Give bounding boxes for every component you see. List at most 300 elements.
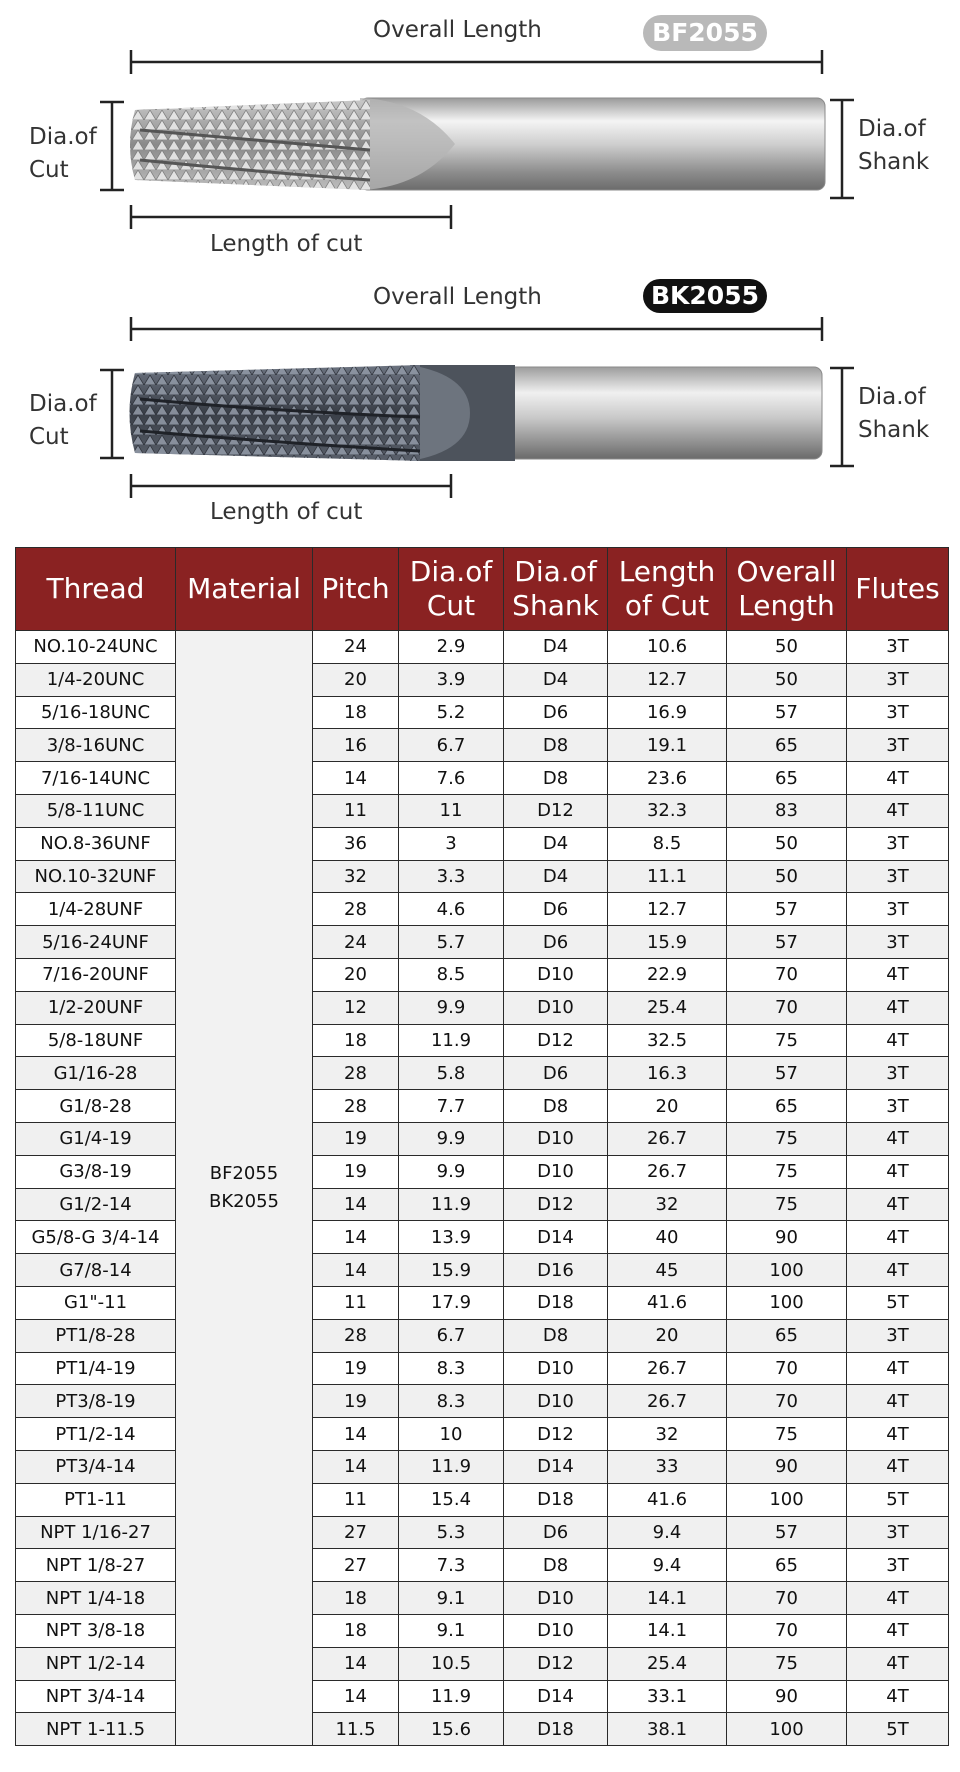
- cell-thread: NPT 1-11.5: [16, 1713, 176, 1746]
- cell-thread: NO.10-32UNF: [16, 860, 176, 893]
- cell-dia-of-shank: D4: [504, 860, 608, 893]
- cell-overall-length: 70: [727, 958, 847, 991]
- cell-flutes: 5T: [847, 1286, 949, 1319]
- cell-length-of-cut: 33: [608, 1450, 727, 1483]
- cell-length-of-cut: 20: [608, 1090, 727, 1123]
- cell-dia-of-shank: D14: [504, 1450, 608, 1483]
- cell-pitch: 27: [313, 1516, 399, 1549]
- dia-of-shank-label-line2: Shank: [858, 417, 930, 443]
- cell-thread: PT1/8-28: [16, 1319, 176, 1352]
- table-row: [16, 1188, 949, 1221]
- cell-dia-of-cut: 9.1: [399, 1582, 504, 1615]
- cell-dia-of-cut: 6.7: [399, 729, 504, 762]
- table-row: [16, 1614, 949, 1647]
- cell-pitch: 14: [313, 1254, 399, 1287]
- cell-dia-of-cut: 6.7: [399, 1319, 504, 1352]
- cell-length-of-cut: 11.1: [608, 860, 727, 893]
- cell-dia-of-cut: 8.3: [399, 1352, 504, 1385]
- cell-dia-of-cut: 17.9: [399, 1286, 504, 1319]
- diagram-bf2055: [0, 0, 960, 260]
- cell-overall-length: 75: [727, 1024, 847, 1057]
- cell-length-of-cut: 26.7: [608, 1122, 727, 1155]
- cell-dia-of-cut: 15.9: [399, 1254, 504, 1287]
- cell-pitch: 11: [313, 794, 399, 827]
- cell-length-of-cut: 22.9: [608, 958, 727, 991]
- cell-flutes: 3T: [847, 663, 949, 696]
- cell-overall-length: 90: [727, 1680, 847, 1713]
- cell-thread: G1/2-14: [16, 1188, 176, 1221]
- cell-dia-of-shank: D12: [504, 1188, 608, 1221]
- cell-overall-length: 57: [727, 893, 847, 926]
- cell-dia-of-shank: D6: [504, 1057, 608, 1090]
- cell-overall-length: 57: [727, 696, 847, 729]
- cell-thread: G1/4-19: [16, 1122, 176, 1155]
- cell-thread: G1"-11: [16, 1286, 176, 1319]
- cell-flutes: 3T: [847, 1516, 949, 1549]
- cell-thread: NPT 3/4-14: [16, 1680, 176, 1713]
- overall-length-label: Overall Length: [373, 284, 542, 310]
- table-row: [16, 794, 949, 827]
- cell-dia-of-shank: D6: [504, 1516, 608, 1549]
- cell-dia-of-shank: D14: [504, 1221, 608, 1254]
- table-row: [16, 1680, 949, 1713]
- cell-overall-length: 90: [727, 1450, 847, 1483]
- cell-dia-of-cut: 3: [399, 827, 504, 860]
- cell-flutes: 4T: [847, 1450, 949, 1483]
- cell-dia-of-shank: D14: [504, 1680, 608, 1713]
- cell-length-of-cut: 26.7: [608, 1155, 727, 1188]
- cell-dia-of-cut: 5.2: [399, 696, 504, 729]
- cell-pitch: 19: [313, 1155, 399, 1188]
- cell-dia-of-cut: 3.9: [399, 663, 504, 696]
- cell-dia-of-cut: 10.5: [399, 1647, 504, 1680]
- table-row: [16, 1286, 949, 1319]
- dia-of-shank-label-line2: Shank: [858, 149, 930, 175]
- table-row: [16, 893, 949, 926]
- cell-length-of-cut: 9.4: [608, 1549, 727, 1582]
- length-of-cut-label: Length of cut: [210, 231, 363, 257]
- cell-flutes: 4T: [847, 1155, 949, 1188]
- cell-pitch: 14: [313, 1188, 399, 1221]
- cell-flutes: 3T: [847, 1090, 949, 1123]
- cell-dia-of-shank: D6: [504, 893, 608, 926]
- cell-dia-of-cut: 4.6: [399, 893, 504, 926]
- table-row: [16, 1549, 949, 1582]
- cell-overall-length: 83: [727, 794, 847, 827]
- cell-dia-of-shank: D12: [504, 1024, 608, 1057]
- cell-length-of-cut: 16.3: [608, 1057, 727, 1090]
- cell-overall-length: 100: [727, 1483, 847, 1516]
- cell-pitch: 14: [313, 1221, 399, 1254]
- cell-dia-of-shank: D18: [504, 1286, 608, 1319]
- cell-length-of-cut: 32.5: [608, 1024, 727, 1057]
- cell-thread: NO.8-36UNF: [16, 827, 176, 860]
- table-row: [16, 1122, 949, 1155]
- cell-overall-length: 65: [727, 1090, 847, 1123]
- cell-flutes: 3T: [847, 631, 949, 664]
- cell-flutes: 4T: [847, 1680, 949, 1713]
- cell-overall-length: 70: [727, 1385, 847, 1418]
- material-bf2055: BF2055: [209, 1163, 279, 1185]
- cell-pitch: 14: [313, 1680, 399, 1713]
- table-row: [16, 1450, 949, 1483]
- material-bk2055: BK2055: [209, 1191, 279, 1213]
- table-header: [16, 548, 949, 631]
- cell-overall-length: 70: [727, 1614, 847, 1647]
- cell-flutes: 4T: [847, 1352, 949, 1385]
- model-badge-bf2055: BF2055: [643, 15, 767, 51]
- cell-dia-of-shank: D4: [504, 663, 608, 696]
- cell-flutes: 3T: [847, 729, 949, 762]
- cell-length-of-cut: 9.4: [608, 1516, 727, 1549]
- cell-pitch: 36: [313, 827, 399, 860]
- cell-overall-length: 90: [727, 1221, 847, 1254]
- cell-thread: PT1-11: [16, 1483, 176, 1516]
- cell-flutes: 4T: [847, 1188, 949, 1221]
- cell-thread: 5/16-18UNC: [16, 696, 176, 729]
- cell-flutes: 3T: [847, 926, 949, 959]
- cell-dia-of-shank: D10: [504, 991, 608, 1024]
- table-row: [16, 926, 949, 959]
- cell-thread: 5/8-11UNC: [16, 794, 176, 827]
- cell-pitch: 20: [313, 958, 399, 991]
- cell-pitch: 20: [313, 663, 399, 696]
- dia-of-cut-label-line2: Cut: [29, 157, 69, 183]
- cell-length-of-cut: 19.1: [608, 729, 727, 762]
- cell-length-of-cut: 32: [608, 1188, 727, 1221]
- cell-dia-of-shank: D8: [504, 1319, 608, 1352]
- cell-length-of-cut: 12.7: [608, 893, 727, 926]
- table-row: [16, 1352, 949, 1385]
- cell-flutes: 5T: [847, 1713, 949, 1746]
- cell-length-of-cut: 15.9: [608, 926, 727, 959]
- cell-dia-of-shank: D8: [504, 1090, 608, 1123]
- cell-dia-of-cut: 15.4: [399, 1483, 504, 1516]
- cell-length-of-cut: 16.9: [608, 696, 727, 729]
- cell-dia-of-shank: D18: [504, 1483, 608, 1516]
- cell-dia-of-cut: 11.9: [399, 1680, 504, 1713]
- cell-overall-length: 50: [727, 663, 847, 696]
- model-badge-bk2055: BK2055: [643, 279, 767, 313]
- table-row: [16, 631, 949, 664]
- cell-pitch: 27: [313, 1549, 399, 1582]
- cell-pitch: 11: [313, 1483, 399, 1516]
- cell-flutes: 4T: [847, 794, 949, 827]
- cell-overall-length: 75: [727, 1647, 847, 1680]
- cell-dia-of-cut: 13.9: [399, 1221, 504, 1254]
- header-length-of-cut: Length of Cut: [608, 548, 727, 631]
- cell-length-of-cut: 41.6: [608, 1286, 727, 1319]
- table-row: [16, 991, 949, 1024]
- cell-dia-of-cut: 11.9: [399, 1188, 504, 1221]
- cell-dia-of-shank: D4: [504, 631, 608, 664]
- cell-dia-of-cut: 11.9: [399, 1450, 504, 1483]
- cell-flutes: 4T: [847, 1024, 949, 1057]
- cell-thread: 5/8-18UNF: [16, 1024, 176, 1057]
- cell-dia-of-cut: 10: [399, 1418, 504, 1451]
- table-row: [16, 1155, 949, 1188]
- cell-length-of-cut: 23.6: [608, 762, 727, 795]
- cell-dia-of-cut: 7.7: [399, 1090, 504, 1123]
- cell-overall-length: 100: [727, 1713, 847, 1746]
- table-row: [16, 762, 949, 795]
- cell-flutes: 4T: [847, 958, 949, 991]
- cell-pitch: 19: [313, 1122, 399, 1155]
- cell-overall-length: 65: [727, 1549, 847, 1582]
- cell-dia-of-cut: 9.1: [399, 1614, 504, 1647]
- header-pitch: Pitch: [313, 548, 399, 631]
- header-thread: Thread: [16, 548, 176, 631]
- cell-thread: NPT 1/4-18: [16, 1582, 176, 1615]
- cell-thread: NPT 1/2-14: [16, 1647, 176, 1680]
- material-cell: [176, 631, 313, 1746]
- cell-overall-length: 65: [727, 1319, 847, 1352]
- table-row: [16, 663, 949, 696]
- cell-flutes: 4T: [847, 991, 949, 1024]
- cell-overall-length: 70: [727, 1582, 847, 1615]
- dia-of-cut-label-line1: Dia.of: [29, 391, 97, 417]
- cell-thread: 7/16-14UNC: [16, 762, 176, 795]
- cell-dia-of-shank: D10: [504, 1614, 608, 1647]
- cell-pitch: 18: [313, 696, 399, 729]
- cell-flutes: 4T: [847, 1614, 949, 1647]
- cell-thread: G5/8-G 3/4-14: [16, 1221, 176, 1254]
- cell-dia-of-cut: 7.6: [399, 762, 504, 795]
- table-row: [16, 1221, 949, 1254]
- cell-flutes: 4T: [847, 1221, 949, 1254]
- cell-overall-length: 70: [727, 991, 847, 1024]
- cell-dia-of-cut: 3.3: [399, 860, 504, 893]
- table-row: [16, 729, 949, 762]
- cell-flutes: 4T: [847, 762, 949, 795]
- table-row: [16, 1647, 949, 1680]
- cell-dia-of-shank: D4: [504, 827, 608, 860]
- table-row: [16, 1516, 949, 1549]
- cell-dia-of-cut: 8.5: [399, 958, 504, 991]
- cell-dia-of-shank: D8: [504, 762, 608, 795]
- header-flutes: Flutes: [847, 548, 949, 631]
- cell-flutes: 3T: [847, 1057, 949, 1090]
- cell-pitch: 18: [313, 1582, 399, 1615]
- dia-of-cut-label-line2: Cut: [29, 424, 69, 450]
- cell-flutes: 3T: [847, 696, 949, 729]
- cell-thread: 3/8-16UNC: [16, 729, 176, 762]
- cell-overall-length: 50: [727, 631, 847, 664]
- cell-length-of-cut: 26.7: [608, 1385, 727, 1418]
- cell-thread: 1/2-20UNF: [16, 991, 176, 1024]
- cell-overall-length: 100: [727, 1286, 847, 1319]
- cell-pitch: 32: [313, 860, 399, 893]
- cell-overall-length: 57: [727, 1057, 847, 1090]
- cell-dia-of-cut: 8.3: [399, 1385, 504, 1418]
- cell-dia-of-cut: 9.9: [399, 991, 504, 1024]
- cell-dia-of-shank: D10: [504, 1582, 608, 1615]
- cell-overall-length: 50: [727, 860, 847, 893]
- cell-dia-of-shank: D8: [504, 1549, 608, 1582]
- cell-length-of-cut: 41.6: [608, 1483, 727, 1516]
- cell-overall-length: 75: [727, 1188, 847, 1221]
- cell-length-of-cut: 32.3: [608, 794, 727, 827]
- table-row: [16, 1385, 949, 1418]
- cell-length-of-cut: 33.1: [608, 1680, 727, 1713]
- cell-dia-of-cut: 5.8: [399, 1057, 504, 1090]
- cell-pitch: 11.5: [313, 1713, 399, 1746]
- cell-dia-of-shank: D10: [504, 1352, 608, 1385]
- cell-thread: G3/8-19: [16, 1155, 176, 1188]
- cell-dia-of-cut: 7.3: [399, 1549, 504, 1582]
- table-row: [16, 1418, 949, 1451]
- cell-dia-of-shank: D10: [504, 1385, 608, 1418]
- dia-of-shank-label-line1: Dia.of: [858, 116, 926, 142]
- cell-dia-of-cut: 2.9: [399, 631, 504, 664]
- cell-pitch: 19: [313, 1352, 399, 1385]
- cell-overall-length: 57: [727, 926, 847, 959]
- cell-pitch: 24: [313, 926, 399, 959]
- cell-flutes: 4T: [847, 1647, 949, 1680]
- cell-length-of-cut: 40: [608, 1221, 727, 1254]
- cell-overall-length: 75: [727, 1418, 847, 1451]
- table-row: [16, 1254, 949, 1287]
- cell-dia-of-cut: 9.9: [399, 1155, 504, 1188]
- cell-pitch: 18: [313, 1024, 399, 1057]
- cell-flutes: 3T: [847, 827, 949, 860]
- cell-flutes: 4T: [847, 1418, 949, 1451]
- cell-pitch: 19: [313, 1385, 399, 1418]
- cell-dia-of-shank: D8: [504, 729, 608, 762]
- cell-dia-of-shank: D6: [504, 926, 608, 959]
- cell-thread: PT3/8-19: [16, 1385, 176, 1418]
- cell-overall-length: 75: [727, 1155, 847, 1188]
- cell-dia-of-shank: D12: [504, 1418, 608, 1451]
- cell-dia-of-shank: D18: [504, 1713, 608, 1746]
- cell-dia-of-shank: D10: [504, 958, 608, 991]
- cell-pitch: 14: [313, 762, 399, 795]
- cell-thread: 1/4-28UNF: [16, 893, 176, 926]
- cell-length-of-cut: 12.7: [608, 663, 727, 696]
- cell-dia-of-shank: D12: [504, 1647, 608, 1680]
- cell-flutes: 3T: [847, 860, 949, 893]
- cell-dia-of-shank: D16: [504, 1254, 608, 1287]
- cell-flutes: 3T: [847, 893, 949, 926]
- cell-length-of-cut: 32: [608, 1418, 727, 1451]
- table-row: [16, 958, 949, 991]
- table-row: [16, 1582, 949, 1615]
- cell-dia-of-cut: 9.9: [399, 1122, 504, 1155]
- table-body: [16, 631, 949, 1746]
- cell-pitch: 11: [313, 1286, 399, 1319]
- dia-of-shank-label-line1: Dia.of: [858, 384, 926, 410]
- cell-length-of-cut: 25.4: [608, 1647, 727, 1680]
- cell-dia-of-shank: D12: [504, 794, 608, 827]
- cell-thread: 1/4-20UNC: [16, 663, 176, 696]
- cell-flutes: 4T: [847, 1122, 949, 1155]
- cell-pitch: 28: [313, 893, 399, 926]
- cell-flutes: 5T: [847, 1483, 949, 1516]
- table-row: [16, 1319, 949, 1352]
- cell-thread: NPT 3/8-18: [16, 1614, 176, 1647]
- cell-overall-length: 70: [727, 1352, 847, 1385]
- cell-length-of-cut: 20: [608, 1319, 727, 1352]
- cell-length-of-cut: 14.1: [608, 1582, 727, 1615]
- cell-pitch: 12: [313, 991, 399, 1024]
- cell-thread: NO.10-24UNC: [16, 631, 176, 664]
- table-row: [16, 1090, 949, 1123]
- dia-of-cut-label-line1: Dia.of: [29, 124, 97, 150]
- cell-pitch: 14: [313, 1418, 399, 1451]
- cell-thread: G1/16-28: [16, 1057, 176, 1090]
- cell-length-of-cut: 26.7: [608, 1352, 727, 1385]
- cell-thread: NPT 1/16-27: [16, 1516, 176, 1549]
- cell-dia-of-shank: D10: [504, 1122, 608, 1155]
- cell-pitch: 28: [313, 1057, 399, 1090]
- cell-thread: G7/8-14: [16, 1254, 176, 1287]
- cell-length-of-cut: 25.4: [608, 991, 727, 1024]
- cell-dia-of-shank: D10: [504, 1155, 608, 1188]
- cell-dia-of-cut: 5.3: [399, 1516, 504, 1549]
- cell-thread: PT3/4-14: [16, 1450, 176, 1483]
- cell-dia-of-cut: 15.6: [399, 1713, 504, 1746]
- header-dia-of-cut: Dia.of Cut: [399, 548, 504, 631]
- cell-pitch: 18: [313, 1614, 399, 1647]
- cell-thread: 5/16-24UNF: [16, 926, 176, 959]
- cell-thread: NPT 1/8-27: [16, 1549, 176, 1582]
- cell-thread: PT1/4-19: [16, 1352, 176, 1385]
- cell-length-of-cut: 38.1: [608, 1713, 727, 1746]
- cell-length-of-cut: 14.1: [608, 1614, 727, 1647]
- length-of-cut-label: Length of cut: [210, 499, 363, 525]
- cell-dia-of-cut: 5.7: [399, 926, 504, 959]
- cell-overall-length: 100: [727, 1254, 847, 1287]
- cell-overall-length: 65: [727, 729, 847, 762]
- table-row: [16, 860, 949, 893]
- cell-thread: G1/8-28: [16, 1090, 176, 1123]
- cell-overall-length: 65: [727, 762, 847, 795]
- cell-pitch: 14: [313, 1450, 399, 1483]
- cell-length-of-cut: 10.6: [608, 631, 727, 664]
- cell-dia-of-cut: 11.9: [399, 1024, 504, 1057]
- table-row: [16, 1713, 949, 1746]
- cell-length-of-cut: 45: [608, 1254, 727, 1287]
- cell-length-of-cut: 8.5: [608, 827, 727, 860]
- spec-table: [15, 547, 949, 1746]
- cell-overall-length: 57: [727, 1516, 847, 1549]
- cell-overall-length: 75: [727, 1122, 847, 1155]
- header-overall-length: Overall Length: [727, 548, 847, 631]
- table-row: [16, 1024, 949, 1057]
- cell-pitch: 28: [313, 1090, 399, 1123]
- cell-flutes: 3T: [847, 1549, 949, 1582]
- cell-thread: 7/16-20UNF: [16, 958, 176, 991]
- cell-pitch: 24: [313, 631, 399, 664]
- overall-length-label: Overall Length: [373, 17, 542, 43]
- table-row: [16, 827, 949, 860]
- cell-flutes: 4T: [847, 1582, 949, 1615]
- cell-dia-of-shank: D6: [504, 696, 608, 729]
- cell-thread: PT1/2-14: [16, 1418, 176, 1451]
- cell-pitch: 14: [313, 1647, 399, 1680]
- table-row: [16, 1057, 949, 1090]
- cell-flutes: 4T: [847, 1254, 949, 1287]
- cell-flutes: 4T: [847, 1385, 949, 1418]
- table-row: [16, 1483, 949, 1516]
- header-dia-of-shank: Dia.of Shank: [504, 548, 608, 631]
- header-material: Material: [176, 548, 313, 631]
- table-row: [16, 696, 949, 729]
- cell-pitch: 28: [313, 1319, 399, 1352]
- diagram-bk2055: [0, 265, 960, 535]
- cell-overall-length: 50: [727, 827, 847, 860]
- cell-pitch: 16: [313, 729, 399, 762]
